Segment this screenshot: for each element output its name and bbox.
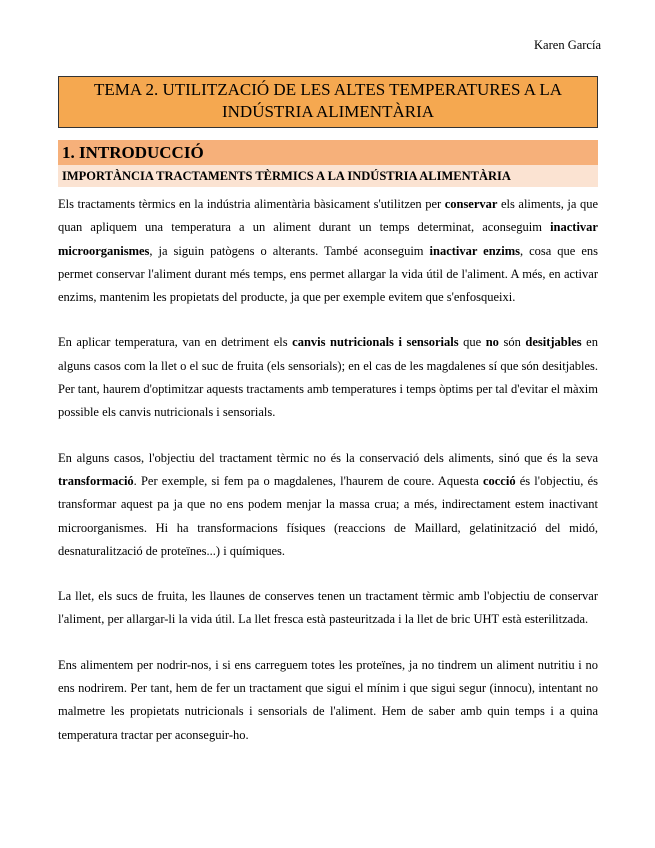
emphasis: canvis nutricionals i sensorials: [292, 335, 459, 350]
text-run: En aplicar temperatura, van en detriment els: [58, 335, 293, 350]
emphasis: cocció: [482, 473, 516, 488]
paragraph-4: La llet, els sucs de fruita, les llaunes de conserves tenen un tractament tèrmic amb l'objectiu de conservar l'aliment, per allargar-li la vida útil. La llet fresca està pasteuritzada i la llet de bric UHT està esterilitzada.: [58, 589, 598, 627]
emphasis: inactivar enzims: [429, 243, 520, 258]
text-run: en alguns casos com la llet o el suc de fruita (els sensorials); en el cas de les magdalenes sí que són desitjables. Per tant, haurem d'optimitzar aquests tractaments amb temperatures i temps òptims per tal d'evitar el màxim possible els canvis nutricionals i sensorials.: [58, 335, 598, 420]
author-name: Karen García: [534, 38, 601, 52]
title-line-1: TEMA 2. UTILITZACIÓ DE LES ALTES TEMPERATURES A LA: [94, 80, 562, 99]
document-body: [58, 193, 598, 769]
paragraph-3: [58, 447, 598, 563]
emphasis: conservar: [444, 197, 498, 211]
text-run: és l'objectiu, és transformar aquest pa ja que no ens podem menjar la massa crua; a més, indirectament estem inactivant microorganismes. Hi ha transformacions físiques (reaccions de Maillard, gelatinització del midó, desnaturalització de proteïnes...) i químiques.: [58, 473, 598, 558]
text-run: Els tractaments tèrmics en la indústria alimentària bàsicament s'utilitzen per: [58, 197, 445, 211]
section-subheading: IMPORTÀNCIA TRACTAMENTS TÈRMICS A LA INDÚSTRIA ALIMENTÀRIA: [58, 165, 598, 187]
text-run: , ja siguin patògens o alterants. També aconseguim: [149, 243, 430, 258]
text-run: que: [458, 335, 486, 350]
emphasis: no: [485, 335, 499, 350]
text-run: els aliments, ja que quan apliquem una temperatura a un aliment durant un temps determinat, aconseguim: [58, 197, 598, 235]
paragraph-5: Ens alimentem per nodrir-nos, i si ens carreguem totes les proteïnes, ja no tindrem un aliment nutritiu i no ens nodrirem. Per tant, hem de fer un tractament que sigui el mínim i que sigui segur (innocu), intentant no malmetre les propietats nutricionals i sensorials de l'aliment. Hem de saber amb quin temps i a quina temperatura tractar per aconseguir-ho.: [58, 657, 598, 742]
paragraph-1: [58, 193, 598, 309]
text-run: , cosa que ens permet conservar l'aliment durant més temps, ens permet allargar la vida útil de l'aliment. A més, en activar enzims, mantenim les propietats del producte, ja que per exemple evitem que s'enfosqueixi.: [58, 243, 598, 305]
title-line-2: INDÚSTRIA ALIMENTÀRIA: [221, 102, 435, 121]
section-heading: 1. INTRODUCCIÓ: [58, 140, 598, 165]
emphasis: inactivar microorganismes: [58, 220, 598, 258]
text-run: . Per exemple, si fem pa o magdalenes, l'haurem de coure. Aquesta: [133, 473, 483, 488]
emphasis: transformació: [58, 473, 134, 488]
text-run: En alguns casos, l'objectiu del tractament tèrmic no és la conservació dels aliments, sinó que és la seva: [58, 450, 598, 465]
text-run: són: [498, 335, 526, 350]
document-title: [58, 76, 598, 128]
paragraph-2: [58, 331, 598, 424]
emphasis: desitjables: [525, 335, 582, 350]
